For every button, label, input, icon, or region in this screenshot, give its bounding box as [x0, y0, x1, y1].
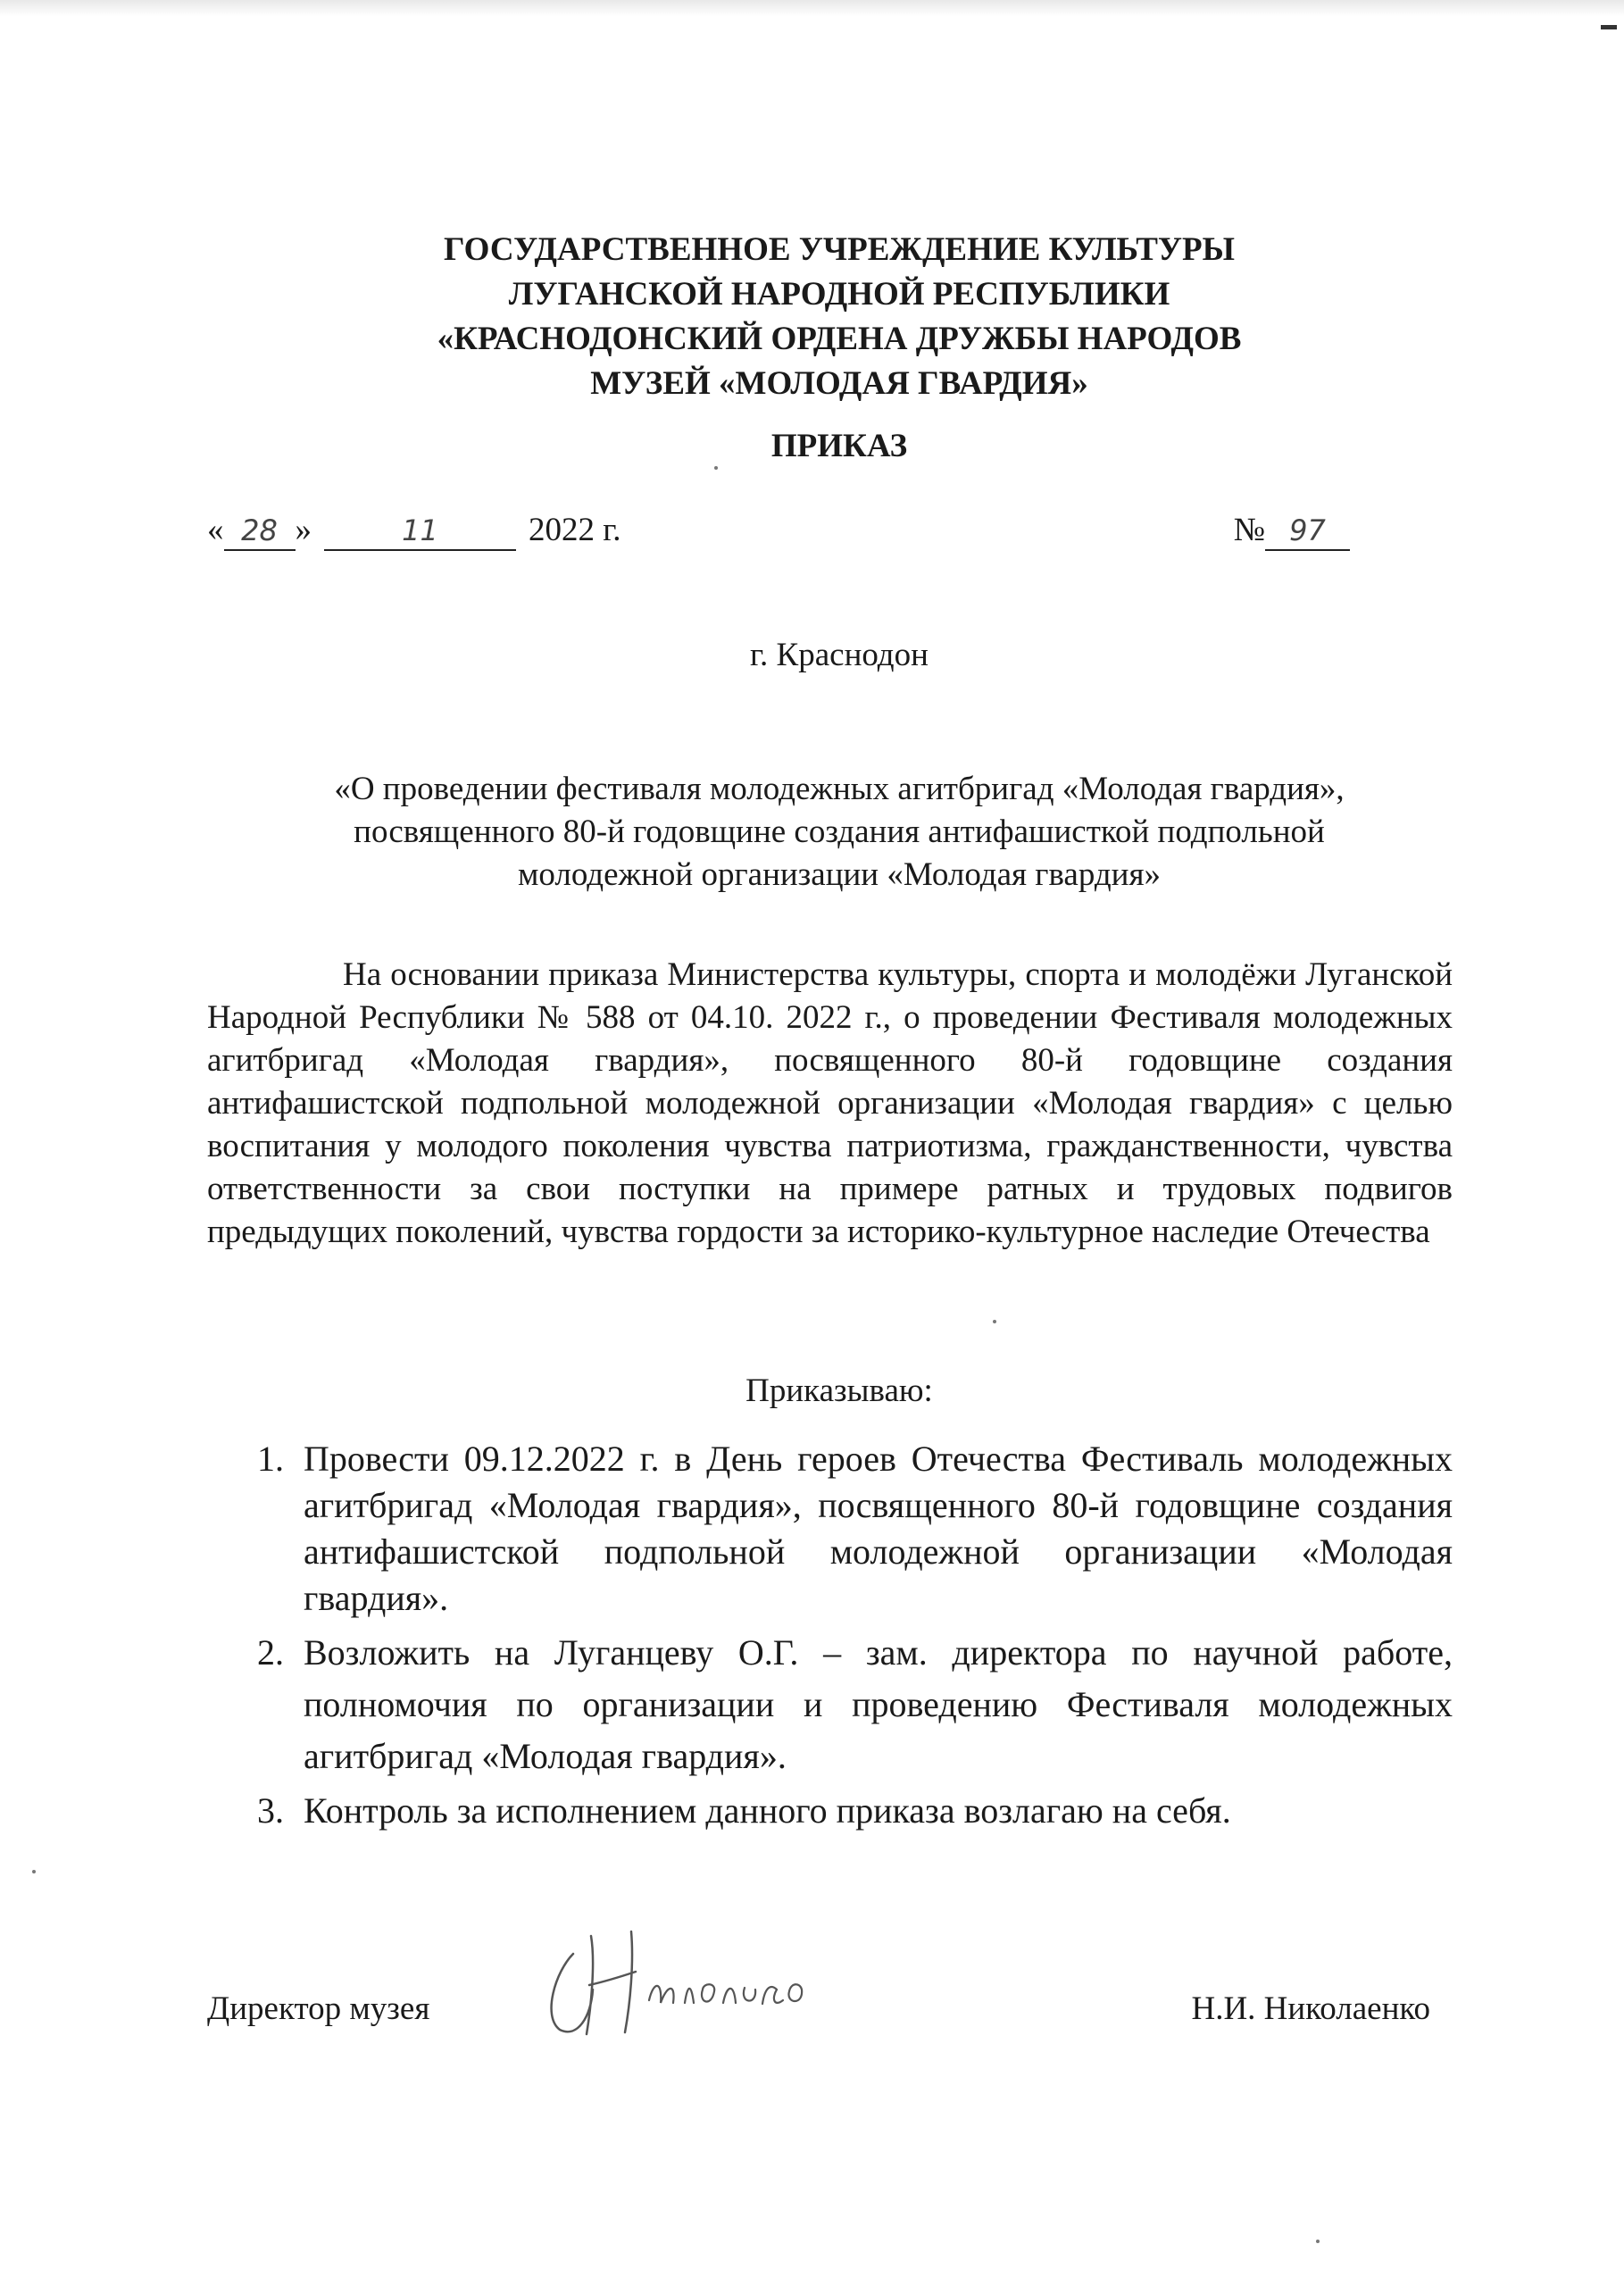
order-item-text: Контроль за исполнением данного приказа возлагаю на себя.: [304, 1790, 1231, 1831]
header-line: ГОСУДАРСТВЕННОЕ УЧРЕЖДЕНИЕ КУЛЬТУРЫ: [444, 231, 1235, 268]
order-subject: [0, 768, 1624, 897]
date-year: 2022 г.: [529, 512, 621, 548]
scan-speck: [714, 466, 718, 470]
date-day-field: 28: [224, 513, 296, 551]
order-item: [257, 1436, 1453, 1622]
order-items: [257, 1436, 1453, 1840]
number-label: №: [1233, 512, 1265, 548]
order-item-number: 3.: [257, 1790, 284, 1831]
order-body: На основании приказа Министерства культуры, спорта и молодёжи Луганской Народной Республики № 588 от 04.10. 2022 г., о проведении Фестиваля молодежных агитбригад «Молодая гвардия», посвященного 80-й годовщине создания антифашистской подпольной молодежной организации «Молодая гвардия» с целью воспитания у молодого поколения чувства патриотизма, гражданственности, чувства ответственности за свои поступки на примере ратных и трудовых подвигов предыдущих поколений, чувства гордости за историко-культурное наследие Отечества: [207, 956, 1453, 1250]
scan-speck: [993, 1320, 996, 1323]
document-title: ПРИКАЗ: [770, 428, 908, 464]
scan-corner-mark: [1601, 25, 1617, 29]
order-directive: Приказываю:: [745, 1372, 933, 1409]
city: г. Краснодон: [750, 637, 929, 673]
order-item-text: Возложить на Луганцеву О.Г. – зам. директора по научной работе, полномочия по организации и проведению Фестиваля молодежных агитбригад «Молодая гвардия».: [304, 1632, 1453, 1776]
header-line: «КРАСНОДОНСКИЙ ОРДЕНА ДРУЖБЫ НАРОДОВ: [437, 321, 1242, 357]
date-month-field: 11: [324, 513, 516, 551]
order-item-text: Провести 09.12.2022 г. в День героев Отечества Фестиваль молодежных агитбригад «Молодая гвардия», посвященного 80-й годовщине создания антифашистской подпольной молодежной организации «Молодая гвардия».: [304, 1439, 1453, 1618]
date-open-quote: «: [207, 512, 224, 548]
order-date: [207, 511, 621, 551]
signature-block: [207, 1981, 1430, 2079]
header-line: ЛУГАНСКОЙ НАРОДНОЙ РЕСПУБЛИКИ: [508, 276, 1170, 313]
number-field: 97: [1265, 513, 1350, 551]
scan-speck: [32, 1870, 36, 1873]
signer-name: Н.И. Николаенко: [1191, 1990, 1430, 2027]
subject-line: молодежной организации «Молодая гвардия»: [517, 856, 1162, 893]
date-number-line: [207, 511, 1350, 564]
order-number: [1234, 511, 1350, 551]
handwritten-signature: [537, 1918, 868, 2043]
institution-header: [0, 228, 1624, 406]
order-item-number: 1.: [257, 1439, 284, 1479]
order-item-number: 2.: [257, 1632, 284, 1673]
scan-speck: [1316, 2240, 1320, 2243]
order-item: [257, 1627, 1453, 1782]
subject-line: посвященного 80-й годовщине создания антифашисткой подпольной: [354, 813, 1325, 850]
date-close-quote: »: [295, 512, 312, 548]
scan-edge: [0, 0, 1624, 16]
subject-line: «О проведении фестиваля молодежных агитбригад «Молодая гвардия»,: [334, 771, 1345, 807]
signer-role: Директор музея: [207, 1990, 430, 2027]
order-item: [257, 1788, 1453, 1834]
header-line: МУЗЕЙ «МОЛОДАЯ ГВАРДИЯ»: [590, 365, 1088, 402]
